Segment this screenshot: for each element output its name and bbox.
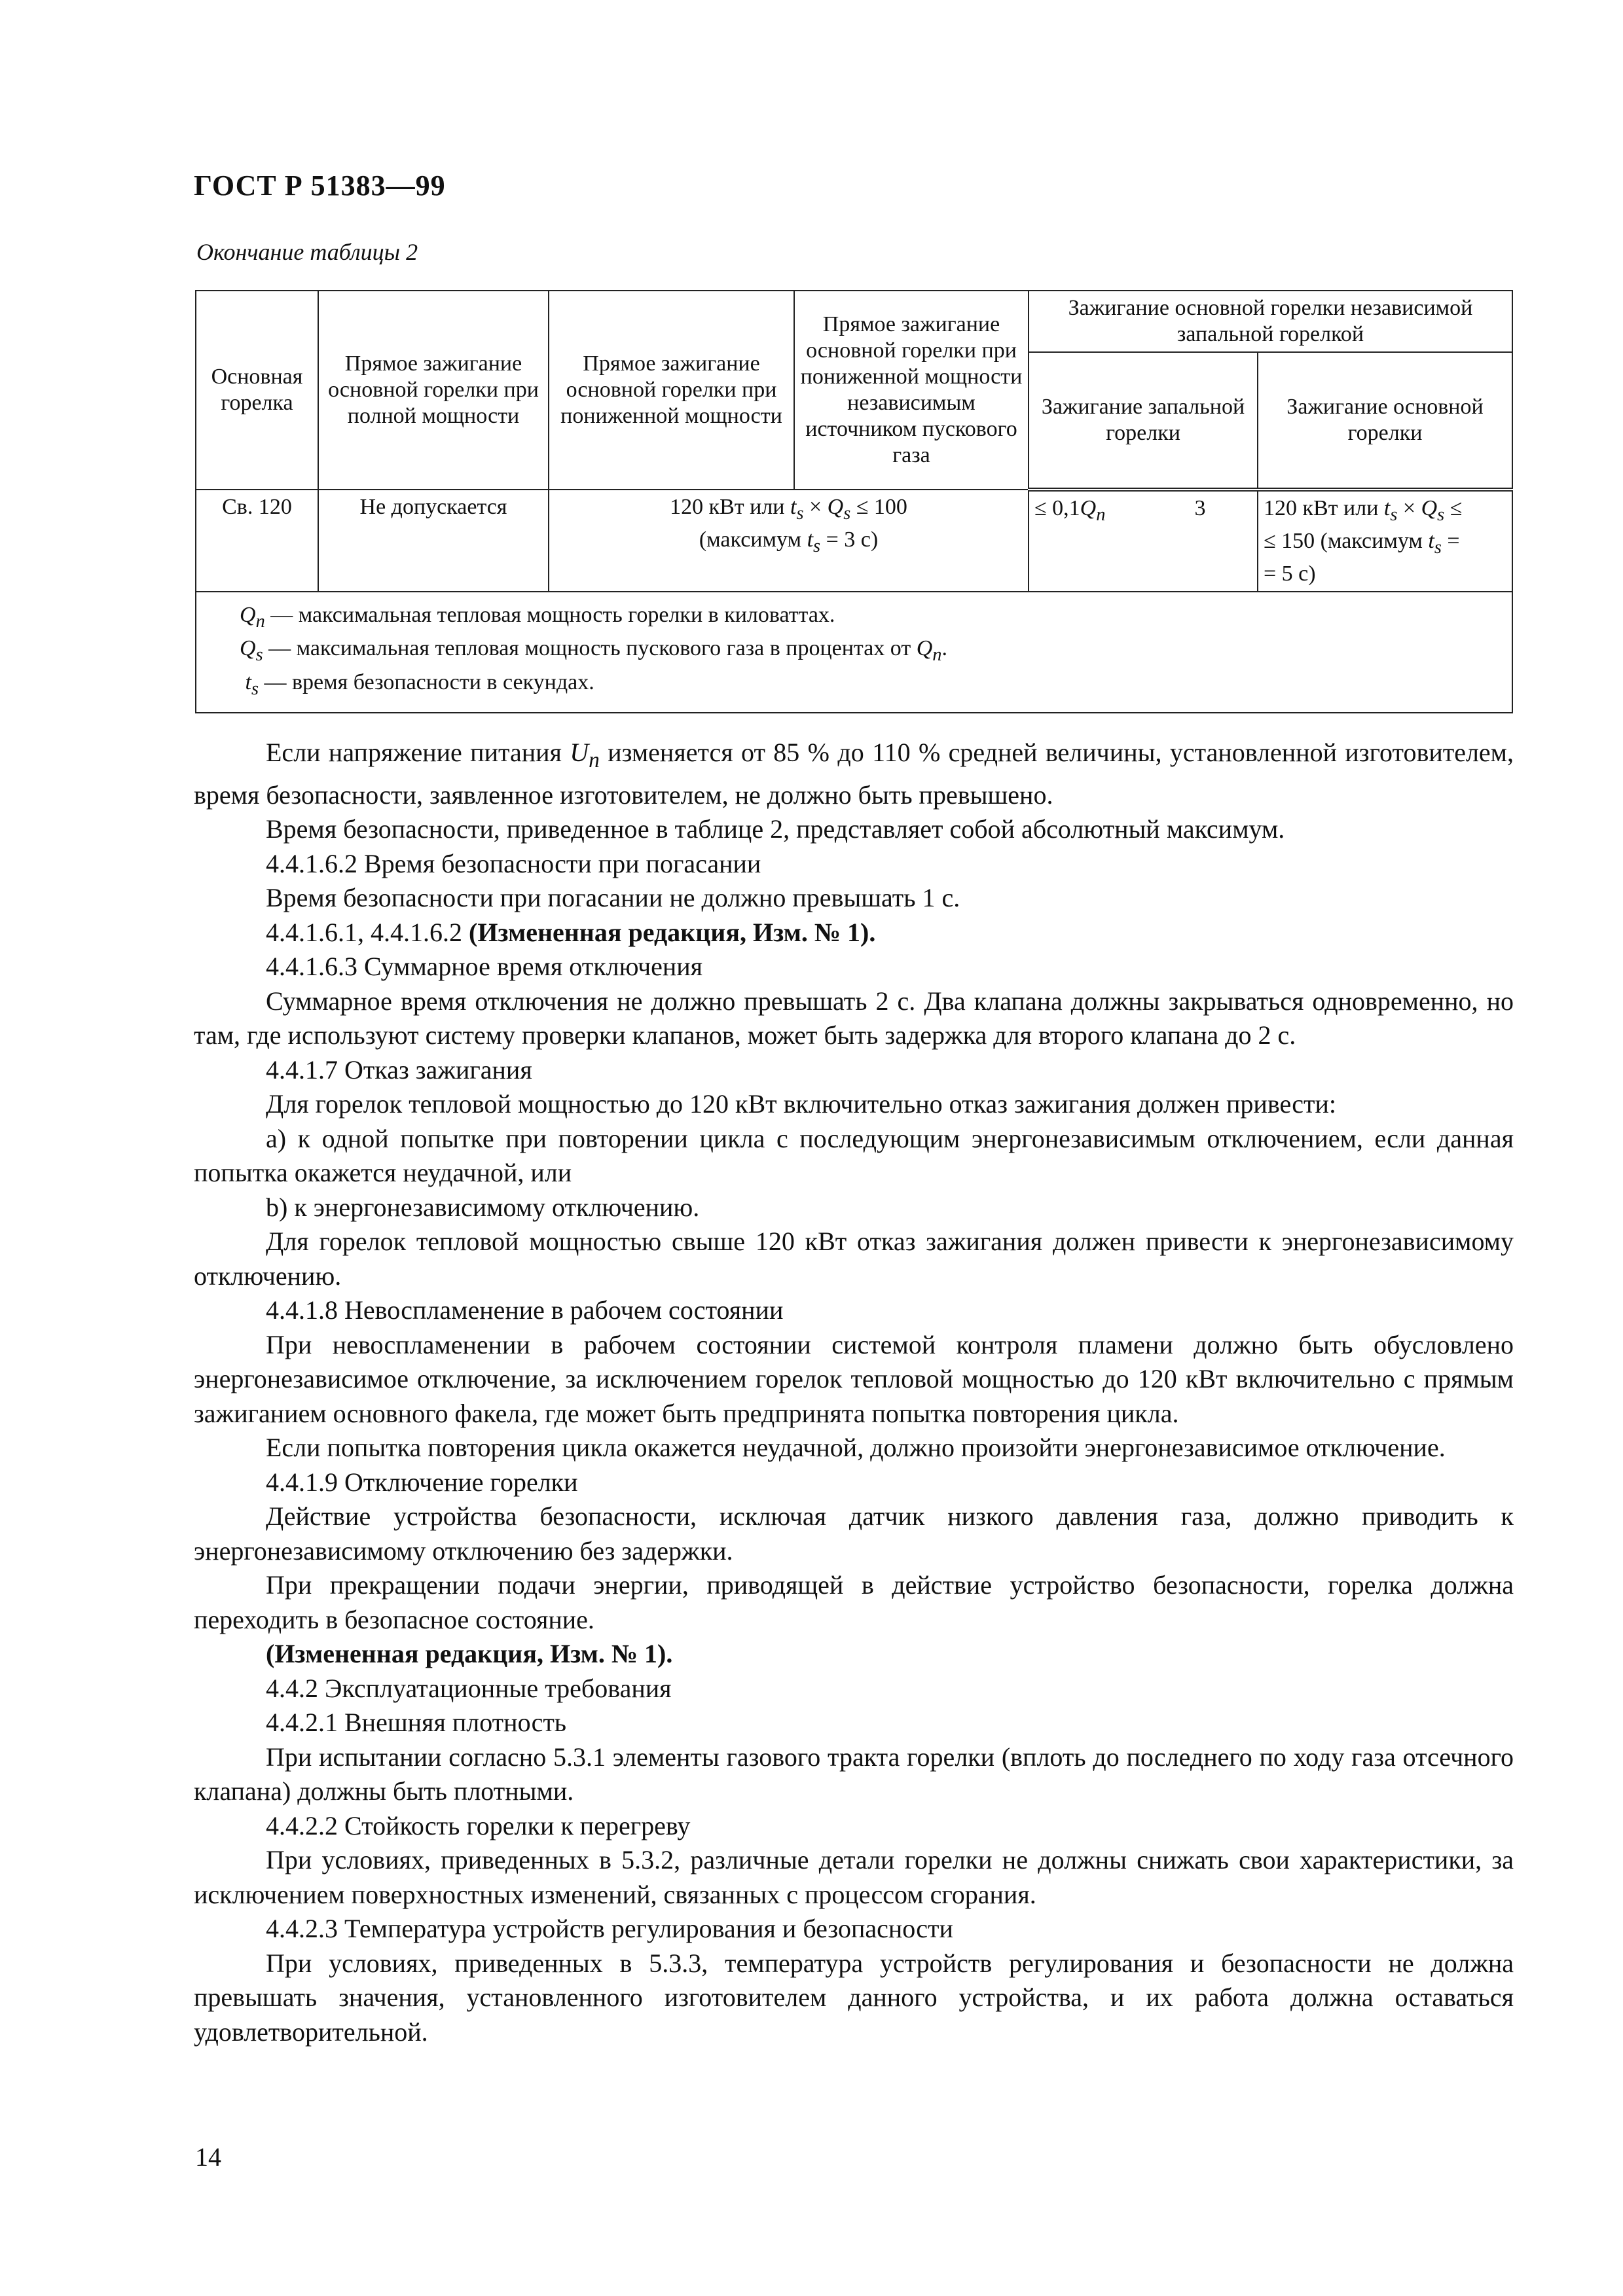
- cell-text: (максимум: [699, 527, 807, 552]
- page-number: 14: [195, 2142, 221, 2172]
- paragraph: При прекращении подачи энергии, приводящей в действие устройство безопасности, горелка должна переходить в безопасное состояние.: [194, 1570, 1514, 1634]
- paragraph: При невоспламенении в рабочем состоянии системой контроля пламени должно быть обусловлено энергонезависимое отключение, за исключением горелок тепловой мощностью до 120 кВт включительно с прямым зажиганием основного факела, где может быть предпринята попытка повторения цикла.: [194, 1329, 1514, 1428]
- col-header-direct-reduced-independent: Прямое зажигание основной горелки при пониженной мощности независимым источником пускового газа: [794, 291, 1029, 490]
- cell-pilot-b: 3: [1194, 496, 1206, 520]
- list-item: a) к одной попытке при повторении цикла с последующим энергонезависимым отключением, если данная попытка окажется неудачной, или: [194, 1123, 1514, 1187]
- paragraph: Если напряжение питания $U_n$ изменяется от 85 % до 110 % средней величины, установленной изготовителем, время безопасности, заявленное изготовителем, не должно быть превышено.: [194, 738, 1514, 810]
- amendment-note: (Измененная редакция, Изм. № 1).: [266, 1639, 673, 1668]
- cell-text: 120 кВт или: [1264, 496, 1384, 520]
- cell-pilot-a: ≤ $0,1Q_n$: [1034, 496, 1106, 525]
- paragraph: Если попытка повторения цикла окажется неудачной, должно произойти энергонезависимое отключение.: [266, 1433, 1446, 1462]
- paragraph: Время безопасности при погасании не должно превышать 1 с.: [266, 883, 960, 912]
- clause-heading: 4.4.2 Эксплуатационные требования: [266, 1673, 672, 1703]
- clause-heading: 4.4.2.2 Стойкость горелки к перегреву: [266, 1810, 691, 1840]
- clause-heading: 4.4.1.7 Отказ зажигания: [266, 1054, 532, 1085]
- paragraph: Время безопасности, приведенное в таблице 2, представляет собой абсолютный максимум.: [266, 814, 1285, 844]
- col-header-direct-full: Прямое зажигание основной горелки при полной мощности: [318, 291, 549, 490]
- cell-main: 120 кВт или $t_s \times Q_s$ ≤ ≤ 150 (максимум $t_s$ = = 5 с): [1258, 490, 1512, 592]
- cell-text: 120 кВт или: [670, 495, 790, 519]
- table-row: [196, 490, 1512, 592]
- amendment-note: 4.4.1.6.1, 4.4.1.6.2 (Измененная редакция, Изм. № 1).: [266, 917, 876, 947]
- cell-full-power: Не допускается: [318, 490, 549, 592]
- clause-heading: 4.4.1.9 Отключение горелки: [266, 1467, 578, 1497]
- paragraph: При условиях, приведенных в 5.3.2, различные детали горелки не должны снижать свои характеристики, за исключением поверхностных изменений, связанных с процессом сгорания.: [194, 1845, 1514, 1909]
- col-header-pilot-group: Зажигание основной горелки независимой запальной горелкой: [1029, 291, 1512, 352]
- note-qn: — максимальная тепловая мощность горелки в киловаттах.: [264, 602, 835, 627]
- paragraph: Для горелок тепловой мощностью свыше 120 кВт отказ зажигания должен привести к энергонезависимому отключению.: [194, 1227, 1514, 1291]
- paragraph: При испытании согласно 5.3.1 элементы газового тракта горелки (вплоть до последнего по ходу газа отсечного клапана) должны быть плотными.: [194, 1742, 1514, 1806]
- list-item: b) к энергонезависимому отключению.: [266, 1192, 700, 1222]
- col-header-main-ignition: Зажигание основной горелки: [1258, 352, 1512, 490]
- cell-text: ≤ 150 (максимум: [1264, 528, 1429, 553]
- cell-reduced-power: 120 кВт или $t_s \times Q_s \le 100$ (максимум $t_s = 3$ с): [549, 490, 1029, 592]
- paragraph: Для горелок тепловой мощностью до 120 кВт включительно отказ зажигания должен привести:: [266, 1089, 1336, 1119]
- clause-heading: 4.4.1.6.2 Время безопасности при погасании: [266, 848, 761, 878]
- standard-designation: ГОСТ Р 51383—99: [194, 170, 446, 202]
- clause-heading: 4.4.2.1 Внешняя плотность: [266, 1708, 567, 1737]
- paragraph: Действие устройства безопасности, исключая датчик низкого давления газа, должно приводить к энергонезависимому отключению без задержки.: [194, 1501, 1514, 1566]
- paragraph: Суммарное время отключения не должно превышать 2 с. Два клапана должны закрываться одновременно, но там, где используют систему проверки клапанов, может быть задержка для второго клапана до 2 с.: [194, 986, 1514, 1050]
- cell-text: = 5 с): [1264, 561, 1316, 586]
- table-caption: Окончание таблицы 2: [196, 239, 418, 265]
- cell-text: = 3 с): [820, 527, 879, 552]
- table-notes: $Q_n$ — максимальная тепловая мощность горелки в киловаттах. $Q_s$ — максимальная тепловая мощность пускового газа в процентах от $Q_n$. $t_s$ — время безопасности в секундах.: [196, 592, 1512, 713]
- col-header-direct-reduced: Прямое зажигание основной горелки при пониженной мощности: [549, 291, 794, 490]
- body-text: [194, 736, 1514, 2049]
- clause-heading: 4.4.1.8 Невоспламенение в рабочем состоянии: [266, 1295, 784, 1325]
- table-2-end: [195, 290, 1513, 713]
- paragraph: При условиях, приведенных в 5.3.3, температура устройств регулирования и безопасности не должна превышать значения, установленного изготовителем данного устройства, и их работа должна оставаться удовлетворительной.: [194, 1948, 1514, 2047]
- col-header-pilot-ignition: Зажигание запальной горелки: [1029, 352, 1258, 490]
- cell-burner: Св. 120: [196, 490, 318, 592]
- col-header-burner: Основная горелка: [196, 291, 318, 490]
- cell-pilot: [1029, 490, 1258, 592]
- clause-heading: 4.4.1.6.3 Суммарное время отключения: [266, 952, 703, 981]
- note-ts: — время безопасности в секундах.: [258, 670, 594, 695]
- clause-heading: 4.4.2.3 Температура устройств регулирования и безопасности: [266, 1914, 953, 1943]
- note-qs: — максимальная тепловая мощность пускового газа в процентах от: [263, 636, 917, 661]
